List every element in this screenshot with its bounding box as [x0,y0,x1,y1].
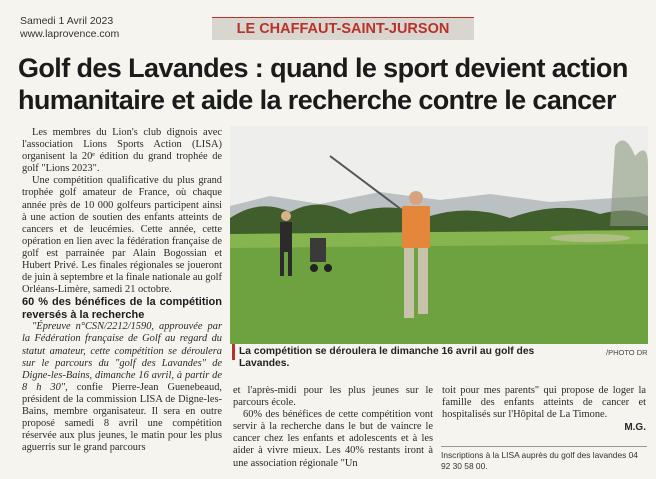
author-signature: M.G. [624,422,646,434]
photo-credit: /PHOTO DR [606,348,648,357]
column3-paragraph-1: toit pour mes parents" qui propose de loger la famille des enfants atteints de cancer et hospitalisés sur l'Hôpital de La Timone. [442,385,646,421]
photo-caption: La compétition se déroulera le dimanche 16 avril au golf des Lavandes. [239,346,535,369]
golf-photo [230,126,648,344]
subheading: 60 % des bénéfices de la compétition reversés à la recherche [22,296,222,321]
article-column-1 [22,127,222,454]
quote: "Épreuve n°CSN/2212/1590, approuvée par la Fédération française de Golf au regard du statut amateur, cette compétition se déroulera sur le parcours du "golf des Lavandes" de Digne-les-Bains, dimanche 16 avril, à partir de 8 h 30" [22,321,222,393]
golf-photo-illustration [230,126,648,344]
registration-note: Inscriptions à la LISA auprès du golf des lavandes 04 92 30 58 00. [441,446,647,471]
article-column-2 [233,385,433,470]
paragraph-3 [22,321,222,454]
publication-date: Samedi 1 Avril 2023 [20,15,114,27]
column2-paragraph-2: 60% des bénéfices de cette compétition vont servir à la recherche dans le but de vaincre le cancer chez les enfants et adolescents et à les aider à vivre mieux. Les 40% restants iront à une association régionale "Un [233,409,433,469]
caption-accent [232,344,235,360]
headline: Golf des Lavandes : quand le sport devient action humanitaire et aide la recherche contre le cancer [18,53,628,115]
paragraph-2: Une compétition qualificative du plus grand trophée golf amateur de France, où chaque année près de 10 000 golfeurs participent ainsi à une action de soutien des enfants atteints de cancers et de leucémies. Cette année, cette opération en lien avec la fédération française de golf est parrainée par Alain Bogossian et Hubert Privé. Les finales régionales se joueront de juin à septembre et la finale nationale au golf Orléans-Limère, samedi 21 octobre. [22,175,222,296]
section-location: LE CHAFFAUT-SAINT-JURSON [212,18,474,40]
column2-paragraph-1: et l'après-midi pour les plus jeunes sur le parcours école. [233,385,433,409]
website: www.laprovence.com [20,28,120,40]
intro-paragraph: Les membres du Lion's club dignois avec l'association Lions Sports Action (LISA) organisent la 20ᵉ édition du grand trophée de golf "Lions 2023". [22,127,222,175]
article-column-3 [442,385,646,434]
masthead [12,10,646,44]
paragraph-3-text: , confie Pierre-Jean Guenebeaud, président de la commission LISA de Digne-les-Bains, membre organisateur. Il sera en outre proposé samedi 8 avril une compétition réservée aux plus jeunes, le matin pour les plus aguerris sur le grand parcours [22,381,222,454]
